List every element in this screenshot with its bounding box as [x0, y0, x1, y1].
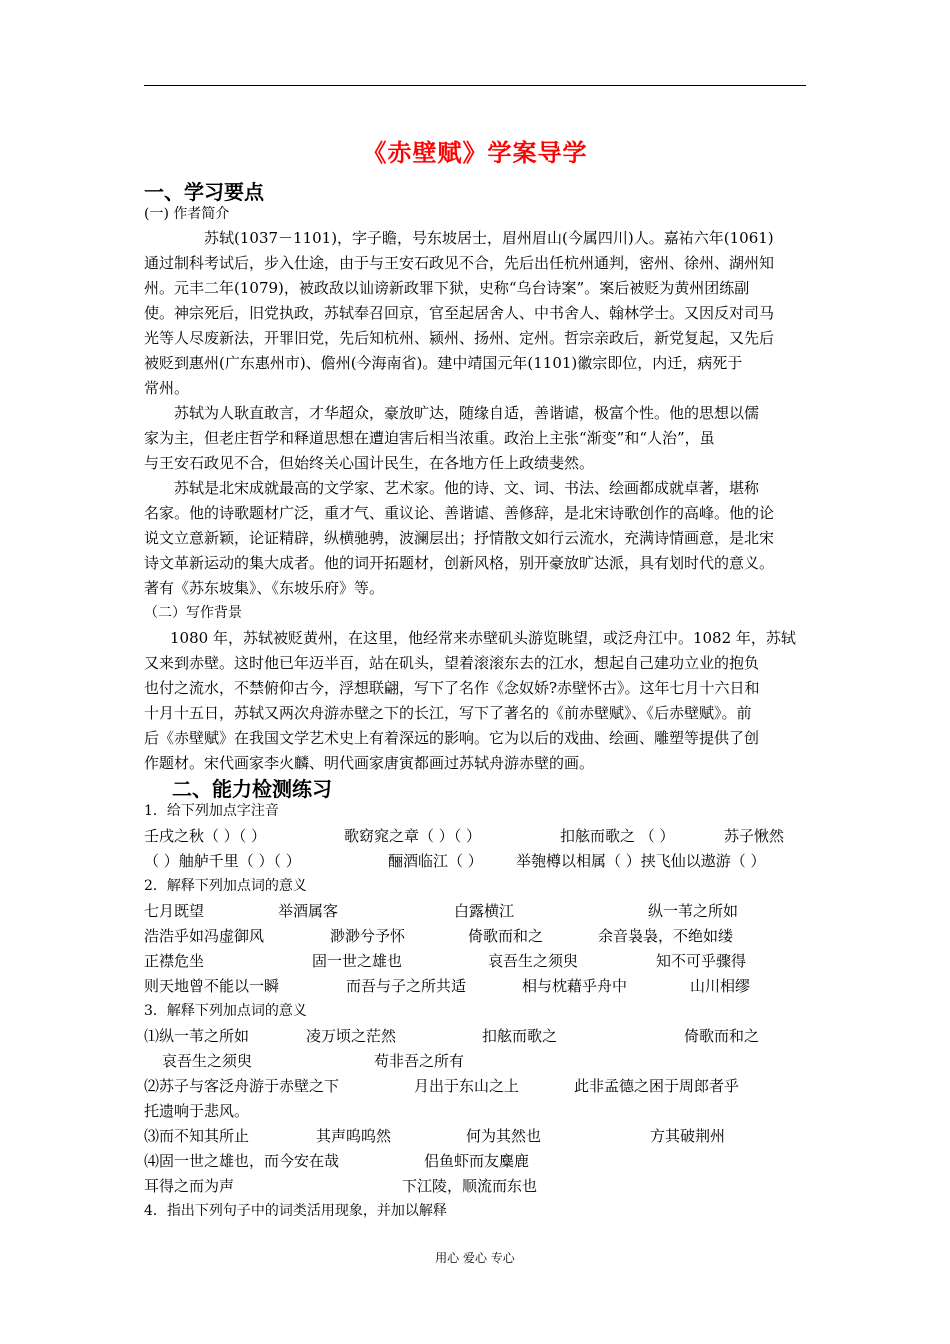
exercise-item: 固一世之雄也: [312, 952, 403, 970]
paragraph-line: 说文立意新颖，论证精辟，纵横驰骋，波澜层出；抒情散文如行云流水，充满诗情画意，是北宋: [144, 529, 775, 547]
exercise-item: 山川相缪: [690, 977, 751, 995]
exercise-item: 七月既望: [144, 902, 205, 920]
paragraph-line: 名家。他的诗歌题材广泛，重才气、重议论、善谐谑、善修辞，是北宋诗歌创作的高峰。他的论: [144, 504, 775, 522]
page-footer: 用心 爱心 专心: [435, 1251, 515, 1265]
exercise-item: 苏子愀然: [724, 827, 785, 845]
exercise-item: 苟非吾之所有: [374, 1052, 465, 1070]
paragraph-line: 苏轼(1037－1101)，字子瞻，号东坡居士，眉州眉山(今属四川)人。嘉祐六年(1061): [204, 229, 774, 247]
exercise-item: ⑵苏子与客泛舟游于赤壁之下: [144, 1077, 340, 1095]
question-title: 3．解释下列加点词的意义: [144, 1003, 307, 1019]
exercise-item: 则天地曾不能以一瞬: [144, 977, 280, 995]
paragraph-line: 常州。: [144, 379, 190, 397]
paragraph-line: 光等人尽废新法，开罪旧党，先后知杭州、颍州、扬州、定州。哲宗亲政后，新党复起，又先后: [144, 329, 775, 347]
exercise-item: 哀吾生之须臾: [162, 1052, 253, 1070]
exercise-item: 哀吾生之须臾: [488, 952, 579, 970]
exercise-item: 酾酒临江（ ）: [388, 852, 483, 870]
paragraph-line: 苏轼为人耿直敢言，才华超众，豪放旷达，随缘自适，善谐谑，极富个性。他的思想以儒: [174, 404, 760, 422]
paragraph-line: 十月十五日，苏轼又两次舟游赤壁之下的长江，写下了著名的《前赤壁赋》、《后赤壁赋》。前: [144, 704, 752, 722]
section-heading: 一、学习要点: [144, 180, 264, 204]
exercise-item: 其声呜呜然: [316, 1127, 392, 1145]
exercise-item: 歌窈窕之章（ ）（ ）: [344, 827, 482, 845]
paragraph-line: 州。元丰二年(1079)，被政敌以讪谤新政罪下狱，史称“乌台诗案”。案后被贬为黄州团练副: [144, 279, 750, 297]
header-rule: [144, 85, 806, 86]
paragraph-line: 诗文革新运动的集大成者。他的词开拓题材，创新风格，别开豪放旷达派，具有划时代的意义。: [144, 554, 775, 572]
exercise-item: 壬戌之秋（ ）（ ）: [144, 827, 267, 845]
exercise-item: ⑶而不知其所止: [144, 1127, 250, 1145]
exercise-item: 扣舷而歌之: [482, 1027, 558, 1045]
exercise-item: 何为其然也: [466, 1127, 542, 1145]
subsection-heading: （二）写作背景: [144, 605, 242, 621]
exercise-item: 此非孟德之困于周郎者乎: [574, 1077, 740, 1095]
paragraph-line: 使。神宗死后，旧党执政，苏轼奉召回京，官至起居舍人、中书舍人、翰林学士。又因反对司马: [144, 304, 775, 322]
paragraph-line: 又来到赤壁。这时他已年迈半百，站在矶头，望着滚滚东去的江水，想起自己建功立业的抱负: [144, 654, 760, 672]
paragraph-line: 与王安石政见不合，但始终关心国计民生，在各地方任上政绩斐然。: [144, 454, 595, 472]
section-heading: 二、能力检测练习: [172, 777, 332, 801]
exercise-item: 方其破荆州: [650, 1127, 726, 1145]
exercise-item: 余音袅袅，不绝如缕: [598, 927, 734, 945]
exercise-item: 渺渺兮予怀: [330, 927, 406, 945]
exercise-item: 而吾与子之所共适: [346, 977, 467, 995]
paragraph-line: 作题材。宋代画家李火麟、明代画家唐寅都画过苏轼舟游赤壁的画。: [144, 754, 595, 772]
exercise-item: 倚歌而和之: [684, 1027, 760, 1045]
exercise-item: 正襟危坐: [144, 952, 205, 970]
question-title: 2．解释下列加点词的意义: [144, 878, 307, 894]
paragraph-line: 被贬到惠州(广东惠州市)、儋州(今海南省)。建中靖国元年(1101)徽宗即位，内迁，病死于: [144, 354, 743, 372]
exercise-item: 举酒属客: [278, 902, 339, 920]
paragraph-line: 家为主，但老庄哲学和释道思想在遭迫害后相当浓重。政治上主张“渐变”和“人治”，虽: [144, 429, 715, 447]
exercise-item: 白露横江: [454, 902, 515, 920]
exercise-item: 托遗响于悲风。: [144, 1102, 250, 1120]
exercise-item: （ ）舳舻千里（ ）（ ）: [144, 852, 301, 870]
paragraph-line: 1080 年，苏轼被贬黄州，在这里，他经常来赤壁矶头游览眺望，或泛舟江中。1082 年，苏轼: [170, 629, 796, 647]
paragraph-line: 也付之流水，不禁俯仰古今，浮想联翩，写下了名作《念奴娇?赤壁怀古》。这年七月十六日和: [144, 679, 760, 697]
exercise-item: 相与枕藉乎舟中: [522, 977, 628, 995]
page-title: 《赤壁赋》学案导学: [362, 139, 588, 167]
exercise-item: 倚歌而和之: [468, 927, 544, 945]
exercise-item: 耳得之而为声: [144, 1177, 235, 1195]
paragraph-line: 著有《苏东坡集》、《东坡乐府》等。: [144, 579, 385, 597]
exercise-item: ⑴纵一苇之所如: [144, 1027, 250, 1045]
paragraph-line: 通过制科考试后，步入仕途，由于与王安石政见不合，先后出任杭州通判，密州、徐州、湖州知: [144, 254, 775, 272]
paragraph-line: 苏轼是北宋成就最高的文学家、艺术家。他的诗、文、词、书法、绘画都成就卓著，堪称: [174, 479, 760, 497]
exercise-item: 凌万顷之茫然: [306, 1027, 397, 1045]
exercise-item: 扣舷而歌之 （ ）: [560, 827, 675, 845]
exercise-item: 浩浩乎如冯虚御风: [144, 927, 265, 945]
exercise-item: 月出于东山之上: [414, 1077, 520, 1095]
paragraph-line: 后《赤壁赋》在我国文学艺术史上有着深远的影响。它为以后的戏曲、绘画、雕塑等提供了创: [144, 729, 760, 747]
exercise-item: ⑷固一世之雄也，而今安在哉: [144, 1152, 340, 1170]
exercise-item: 知不可乎骤得: [656, 952, 747, 970]
question-title: 4．指出下列句子中的词类活用现象，并加以解释: [144, 1203, 447, 1219]
exercise-item: 举匏樽以相属（ ）挟飞仙以遨游（ ）: [516, 852, 766, 870]
subsection-heading: (一) 作者简介: [144, 206, 230, 222]
exercise-item: 纵一苇之所如: [648, 902, 739, 920]
exercise-item: 下江陵，顺流而东也: [402, 1177, 538, 1195]
exercise-item: 侣鱼虾而友麋鹿: [424, 1152, 530, 1170]
question-title: 1．给下列加点字注音: [144, 803, 279, 819]
